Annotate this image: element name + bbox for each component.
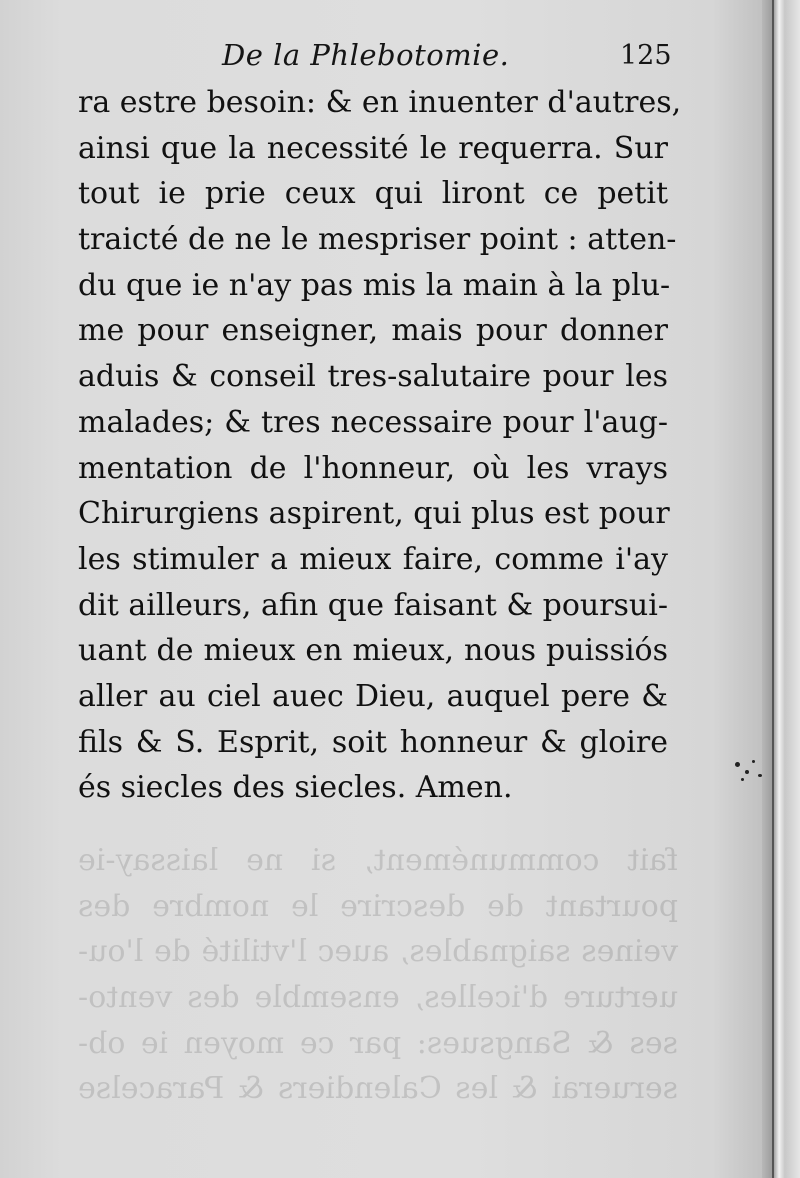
show-through-line: seruerai & les Calendiers & Paracelse bbox=[78, 1071, 678, 1107]
text-line: me pour enseigner, mais pour donner bbox=[78, 313, 668, 349]
running-title: De la Phlebotomie. bbox=[222, 38, 510, 72]
text-line: du que ie n'ay pas mis la main à la plu- bbox=[78, 267, 671, 303]
text-line: mentation de l'honneur, où les vrays bbox=[78, 450, 668, 486]
text-line: traicté de ne le mespriser point : atten- bbox=[78, 222, 677, 258]
page-gutter-shadow bbox=[762, 0, 800, 1178]
text-line: ra estre besoin: & en inuenter d'autres, bbox=[78, 85, 682, 120]
ink-speck bbox=[745, 770, 749, 774]
text-line: malades; & tres necessaire pour l'aug- bbox=[78, 404, 668, 440]
page-edge-line bbox=[772, 0, 774, 1178]
running-head bbox=[0, 38, 774, 78]
text-line: uant de mieux en mieux, nous puissiós bbox=[78, 633, 668, 669]
text-line: fils & S. Esprit, soit honneur & gloire bbox=[78, 724, 668, 760]
text-line: Chirurgiens aspirent, qui plus est pour bbox=[78, 496, 670, 532]
text-line: les stimuler a mieux faire, comme i'ay bbox=[78, 541, 668, 577]
text-line: aduis & conseil tres-salutaire pour les bbox=[78, 359, 668, 395]
ink-speck bbox=[752, 760, 755, 763]
show-through-line: uerture d'icelles, ensemble des vento- bbox=[78, 980, 678, 1016]
show-through-line: ses & Sangsues: par ce moyen ie ob- bbox=[78, 1025, 678, 1061]
text-line: tout ie prie ceux qui liront ce petit bbox=[78, 176, 668, 212]
ink-speck bbox=[758, 774, 762, 777]
text-line: dit ailleurs, afin que faisant & poursui- bbox=[78, 587, 668, 623]
body-text bbox=[78, 80, 682, 811]
text-line: ainsi que la necessité le requerra. Sur bbox=[78, 130, 668, 166]
text-line-final: és siecles des siecles. Amen. bbox=[78, 770, 513, 806]
show-through-line: fait communément, si ne laissay-ie bbox=[78, 843, 678, 878]
text-line: aller au ciel auec Dieu, auquel pere & bbox=[78, 678, 668, 714]
ink-speck bbox=[735, 762, 740, 767]
show-through-text bbox=[78, 838, 678, 1112]
show-through-line: veines saignables, auec l'vtilité de l'ou- bbox=[78, 934, 678, 970]
page-number: 125 bbox=[620, 40, 672, 71]
ink-speck bbox=[741, 778, 744, 781]
show-through-line: pourtant de descrire le nombre des bbox=[78, 888, 678, 924]
